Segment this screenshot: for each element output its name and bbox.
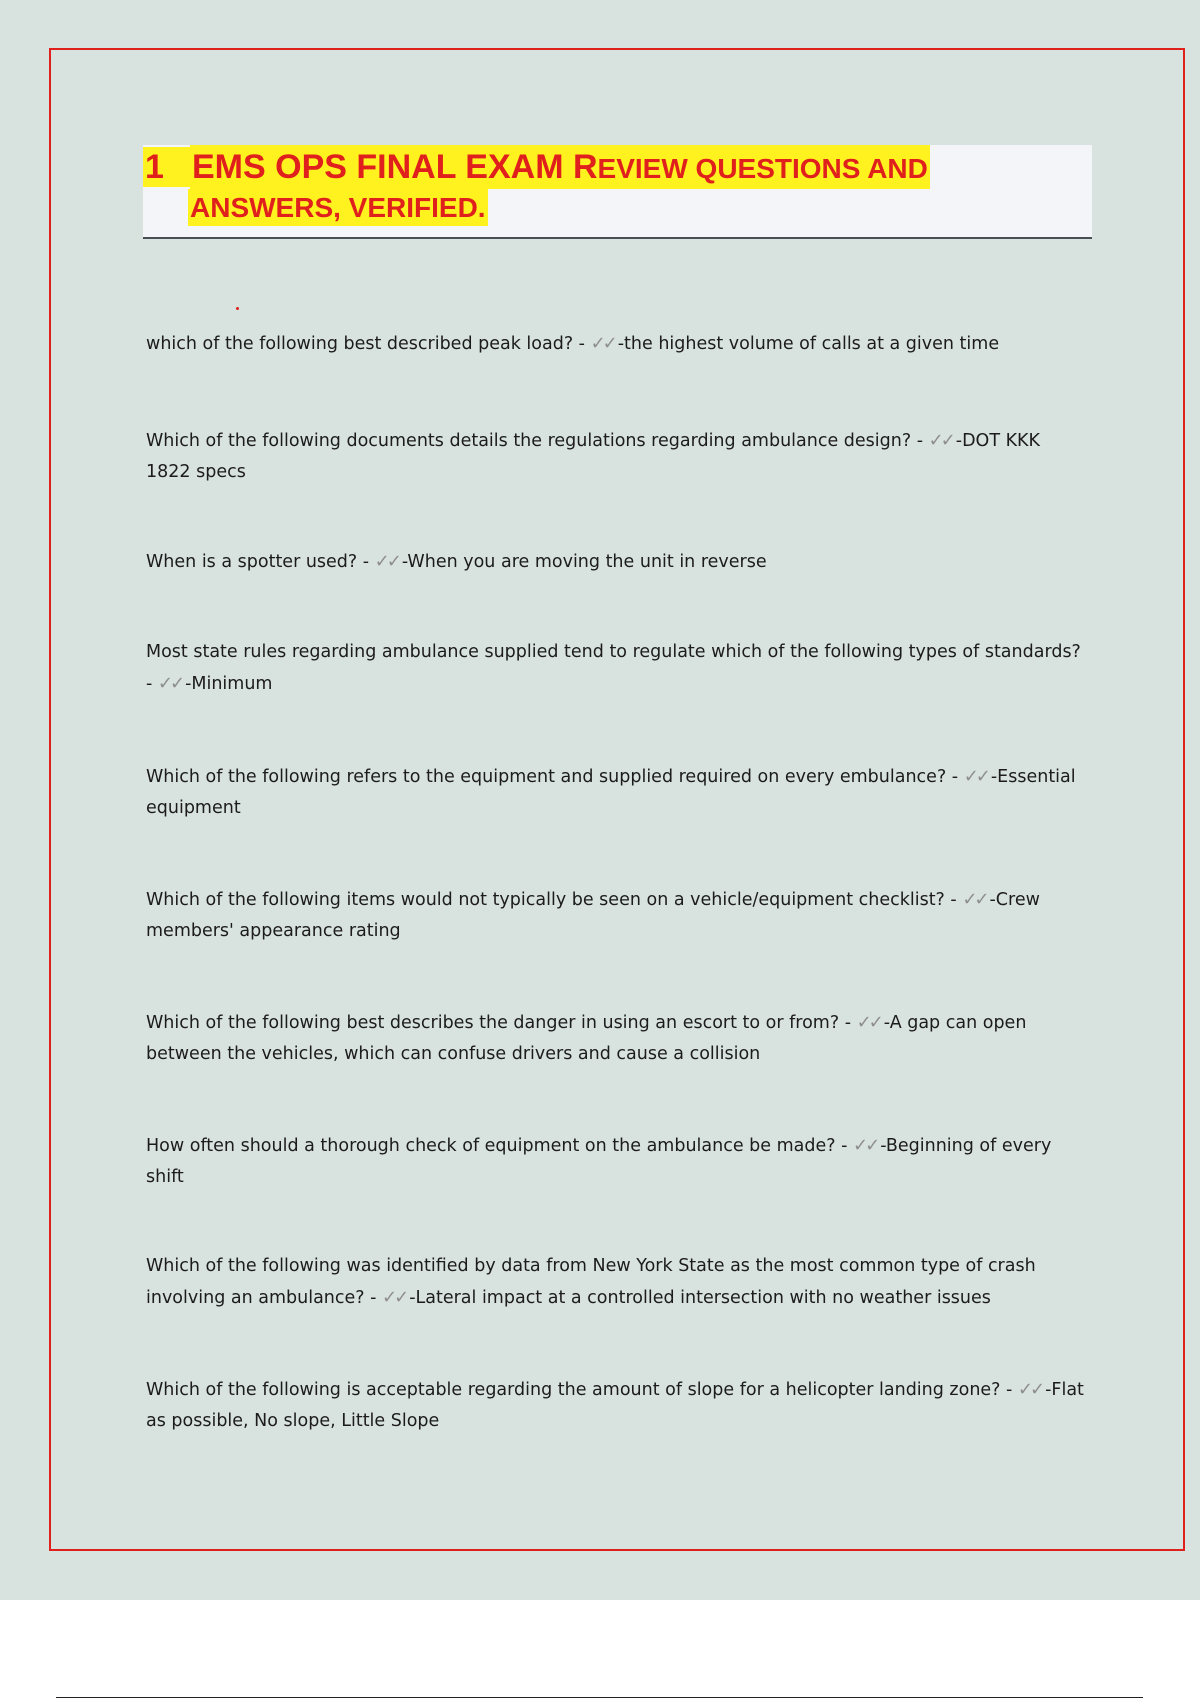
double-check-icon: ✓✓ [962,889,987,910]
answer-text: -Lateral impact at a controlled intersection with no weather issues [409,1288,991,1308]
question-text: Most state rules regarding ambulance supplied tend to regulate which of the following types of standards? [146,642,1081,662]
answer-text: -DOT KKK 1822 specs [146,431,1041,482]
question-text: Which of the following items would not typically be seen on a vehicle/equipment checklist? [146,890,945,910]
separator: - [946,767,964,787]
separator: - [573,334,591,354]
answer-text: -When you are moving the unit in reverse [401,552,767,572]
separator: - [944,890,963,910]
double-check-icon: ✓✓ [374,551,399,572]
question-text: Which of the following documents details the regulations regarding ambulance design? [146,431,912,451]
question-text: Which of the following refers to the equipment and supplied required on every embulance? [146,767,947,787]
qa-item [146,1251,1086,1314]
double-check-icon: ✓✓ [963,766,988,787]
heading-number: 1 [143,147,190,187]
footer-rule [56,1697,1143,1698]
title-text-2: ANSWERS, VERIFIED. [188,189,488,226]
qa-item [146,425,1086,488]
double-check-icon: ✓✓ [590,333,615,354]
double-check-icon: ✓✓ [853,1135,878,1156]
qa-item [146,328,1086,360]
answer-text: -Crew members' appearance rating [146,890,1040,941]
qa-item [146,1130,1086,1193]
separator: - [911,431,929,451]
question-text: Which of the following was identified by data from New York State as the most common type of crash involving an ambulance? [146,1256,1036,1308]
qa-item [146,761,1086,824]
answer-text: -the highest volume of calls at a given time [617,334,1000,354]
question-text: Which of the following best describes the danger in using an escort to or from? [146,1013,840,1033]
answer-text: -Beginning of every shift [146,1136,1052,1187]
separator: - [835,1136,854,1156]
separator: - [357,552,375,572]
question-text: When is a spotter used? [146,552,358,572]
double-check-icon: ✓✓ [856,1012,881,1033]
separator: - [839,1013,857,1033]
double-check-icon: ✓✓ [382,1287,407,1308]
separator: - [1000,1380,1018,1400]
title-smallcaps: EVIEW QUESTIONS AND [597,153,928,184]
qa-item [146,546,1086,578]
red-dot-mark [236,307,239,310]
question-text: which of the following best described peak load? [146,334,574,354]
title-text-1 [190,145,930,189]
question-text: How often should a thorough check of equipment on the ambulance be made? [146,1136,836,1156]
double-check-icon: ✓✓ [1017,1379,1043,1400]
answer-text: -A gap can open between the vehicles, which can confuse drivers and cause a collision [146,1013,1027,1064]
double-check-icon: ✓✓ [928,430,953,451]
title-caps: EMS OPS FINAL EXAM R [192,148,598,186]
qa-item [146,637,1086,700]
question-text: Which of the following is acceptable regarding the amount of slope for a helicopter landing zone? [146,1380,1001,1400]
qa-item [146,1374,1086,1437]
title-block [143,145,1092,239]
title-line-1 [143,147,930,187]
qa-item [146,1007,1086,1070]
answer-text: -Minimum [185,674,273,694]
answer-text: -Flat as possible, No slope, Little Slope [146,1380,1084,1431]
separator: - [364,1288,383,1308]
qa-item [146,884,1086,947]
separator: - [146,674,158,694]
double-check-icon: ✓✓ [157,673,183,694]
title-line-2 [188,194,488,222]
answer-text: -Essential equipment [146,767,1076,818]
